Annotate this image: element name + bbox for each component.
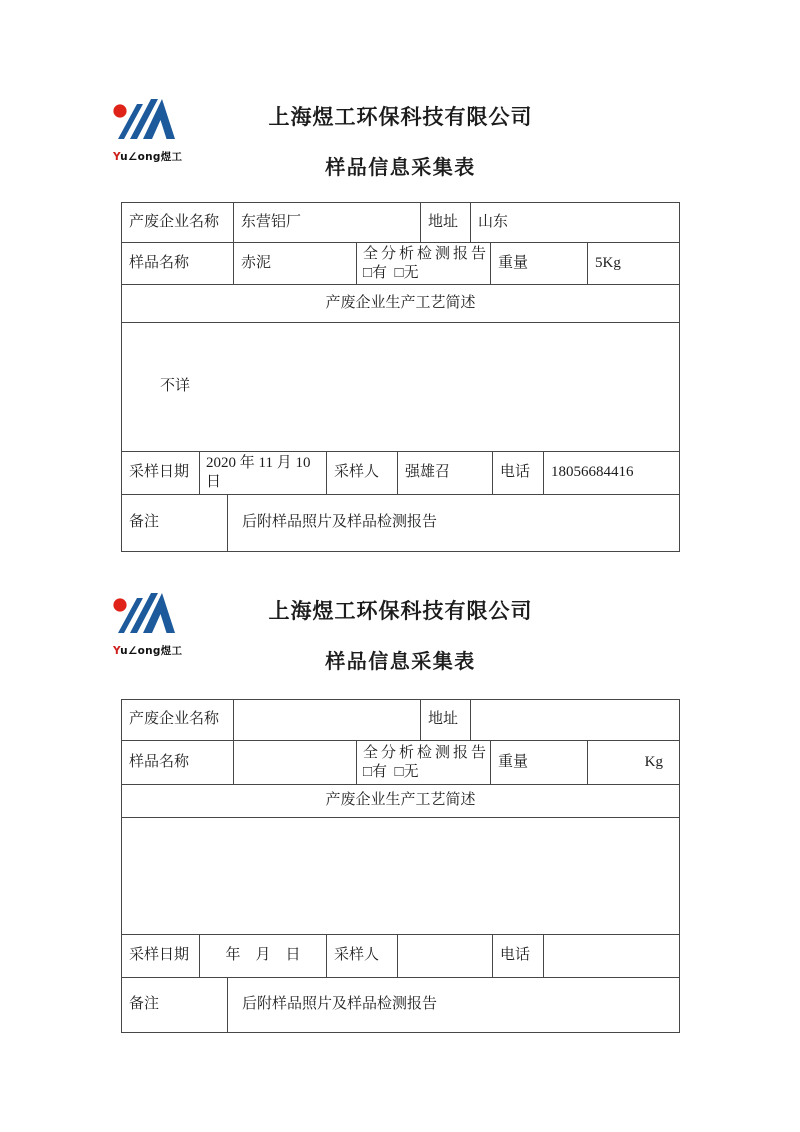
- process-description-value: 不详: [122, 323, 680, 452]
- form-header: [113, 96, 680, 202]
- sample-info-table: [121, 202, 680, 552]
- analysis-report-label: 全分析检测报告: [363, 245, 490, 262]
- form-title: 样品信息采集表: [325, 651, 476, 673]
- report-checkboxes: □有 □无: [363, 763, 419, 780]
- sample-name-label: 样品名称: [122, 243, 234, 285]
- sampling-date-value: 2020 年 11 月 10 日: [200, 452, 327, 495]
- logo-cjk: 煜工: [160, 645, 183, 657]
- table-row: [122, 452, 680, 495]
- table-row: [122, 700, 680, 741]
- notes-value: 后附样品照片及样品检测报告: [228, 978, 680, 1033]
- table-row: [122, 323, 680, 452]
- form-title: 样品信息采集表: [325, 157, 476, 179]
- header-titles: [121, 590, 680, 674]
- address-value: [471, 700, 680, 741]
- table-row: [122, 741, 680, 785]
- process-section-header: 产废企业生产工艺简述: [122, 285, 680, 323]
- table-row: [122, 495, 680, 552]
- sample-name-value: [234, 741, 357, 785]
- logo-wordmark: [113, 643, 201, 658]
- producer-name-label: 产废企业名称: [122, 203, 234, 243]
- weight-value: Kg: [588, 741, 680, 785]
- sampling-date-label: 采样日期: [122, 452, 200, 495]
- address-value: 山东: [471, 203, 680, 243]
- analysis-report-cell: [357, 243, 491, 285]
- phone-value: 18056684416: [544, 452, 680, 495]
- company-title: 上海煜工环保科技有限公司: [268, 105, 533, 129]
- sample-name-value: 赤泥: [234, 243, 357, 285]
- logo-latin: u∠ong: [120, 151, 161, 163]
- sample-form-blank: [113, 590, 680, 1033]
- process-section-header: 产废企业生产工艺简述: [122, 785, 680, 818]
- producer-name-label: 产废企业名称: [122, 700, 234, 741]
- company-logo: [111, 591, 201, 658]
- phone-label: 电话: [493, 452, 544, 495]
- sampling-date-label: 采样日期: [122, 935, 200, 978]
- notes-value: 后附样品照片及样品检测报告: [228, 495, 680, 552]
- process-description-value: [122, 818, 680, 935]
- sampling-date-value: 年 月 日: [200, 935, 327, 978]
- logo-latin: u∠ong: [120, 645, 161, 657]
- table-row: [122, 818, 680, 935]
- sampler-label: 采样人: [327, 452, 398, 495]
- table-row: [122, 978, 680, 1033]
- address-label: 地址: [421, 700, 471, 741]
- logo-cjk: 煜工: [160, 151, 183, 163]
- report-checkboxes: □有 □无: [363, 264, 419, 281]
- producer-name-value: 东营铝厂: [234, 203, 421, 243]
- notes-label: 备注: [122, 978, 228, 1033]
- table-row: [122, 785, 680, 818]
- phone-label: 电话: [493, 935, 544, 978]
- address-label: 地址: [421, 203, 471, 243]
- form-header: [113, 590, 680, 699]
- header-titles: [121, 96, 680, 180]
- table-row: [122, 285, 680, 323]
- sample-name-label: 样品名称: [122, 741, 234, 785]
- weight-label: 重量: [491, 741, 588, 785]
- company-title: 上海煜工环保科技有限公司: [268, 599, 533, 623]
- table-row: [122, 203, 680, 243]
- sample-form-filled: [113, 96, 680, 552]
- analysis-report-cell: [357, 741, 491, 785]
- sample-info-table: [121, 699, 680, 1033]
- sampler-value: [398, 935, 493, 978]
- logo-mark-icon: [111, 591, 175, 635]
- weight-label: 重量: [491, 243, 588, 285]
- logo-initial: Y: [113, 151, 121, 163]
- company-logo: [111, 97, 201, 164]
- logo-wordmark: [113, 149, 201, 164]
- logo-mark-icon: [111, 97, 175, 141]
- logo-initial: Y: [113, 645, 121, 657]
- notes-label: 备注: [122, 495, 228, 552]
- analysis-report-label: 全分析检测报告: [363, 744, 490, 761]
- phone-value: [544, 935, 680, 978]
- table-row: [122, 935, 680, 978]
- sampler-label: 采样人: [327, 935, 398, 978]
- table-row: [122, 243, 680, 285]
- sampler-value: 强雄召: [398, 452, 493, 495]
- weight-value: 5Kg: [588, 243, 680, 285]
- producer-name-value: [234, 700, 421, 741]
